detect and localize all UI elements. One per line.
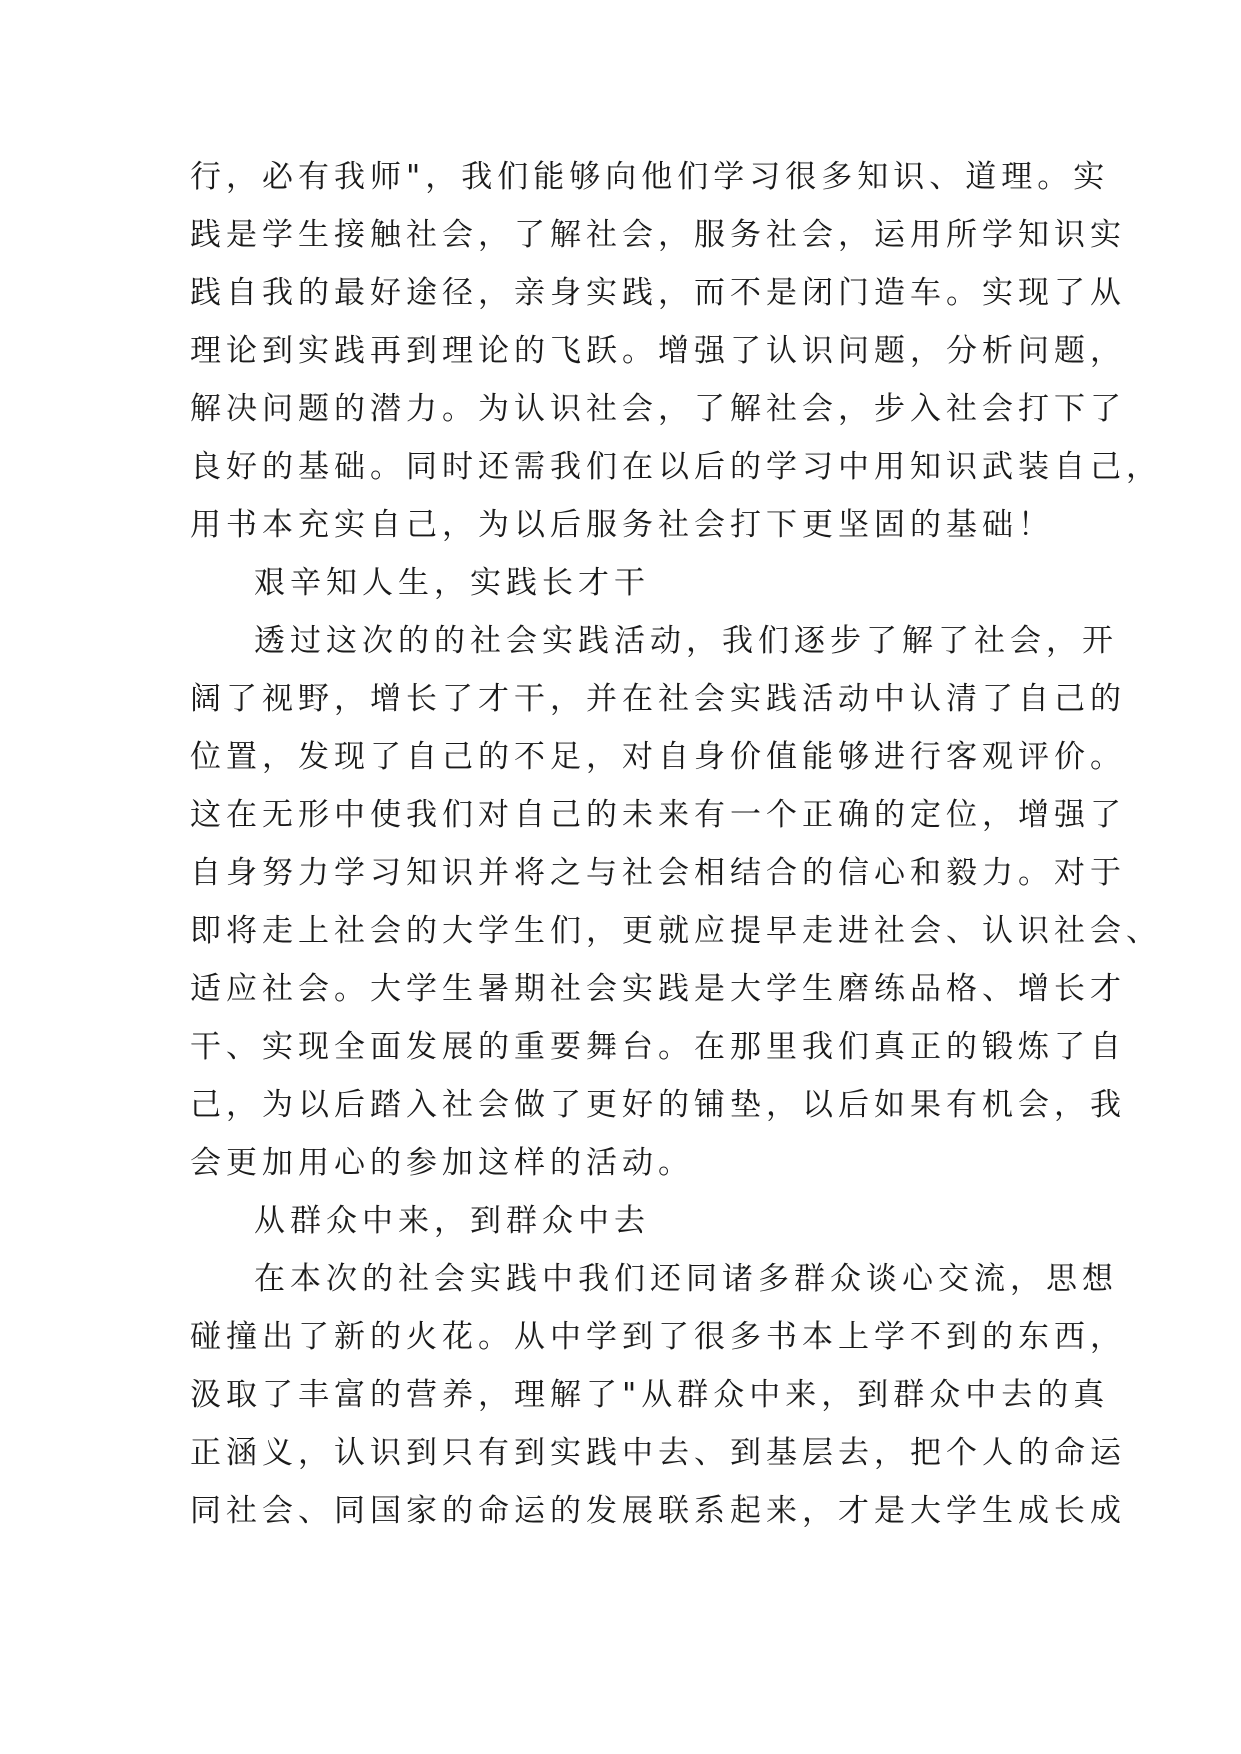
text-line: 即将走上社会的大学生们，更就应提早走进社会、认识社会、 — [190, 913, 1162, 949]
text-line: 用书本充实自己，为以后服务社会打下更坚固的基础！ — [190, 507, 1054, 543]
text-line: 这在无形中使我们对自己的未来有一个正确的定位，增强了 — [190, 797, 1126, 833]
text-line: 同社会、同国家的命运的发展联系起来，才是大学生成长成 — [190, 1493, 1126, 1529]
document-body — [190, 148, 1162, 1540]
text-line: 位置，发现了自己的不足，对自身价值能够进行客观评价。 — [190, 739, 1126, 775]
text-line: 会更加用心的参加这样的活动。 — [190, 1145, 694, 1181]
section-heading-hardship: 艰辛知人生，实践长才干 — [254, 565, 650, 601]
text-line: 解决问题的潜力。为认识社会，了解社会，步入社会打下了 — [190, 391, 1126, 427]
text-line: 行，必有我师"，我们能够向他们学习很多知识、道理。实 — [190, 159, 1110, 195]
text-line: 在本次的社会实践中我们还同诸多群众谈心交流，思想 — [254, 1261, 1118, 1297]
text-line: 汲取了丰富的营养，理解了"从群众中来，到群众中去的真 — [190, 1377, 1110, 1413]
text-line: 自身努力学习知识并将之与社会相结合的信心和毅力。对于 — [190, 855, 1126, 891]
text-line: 己，为以后踏入社会做了更好的铺垫，以后如果有机会，我 — [190, 1087, 1126, 1123]
section-heading-masses: 从群众中来，到群众中去 — [254, 1203, 650, 1239]
text-line: 干、实现全面发展的重要舞台。在那里我们真正的锻炼了自 — [190, 1029, 1126, 1065]
text-line: 碰撞出了新的火花。从中学到了很多书本上学不到的东西， — [190, 1319, 1126, 1355]
text-line: 良好的基础。同时还需我们在以后的学习中用知识武装自己， — [190, 449, 1162, 485]
text-line: 践自我的最好途径，亲身实践，而不是闭门造车。实现了从 — [190, 275, 1126, 311]
text-line: 透过这次的的社会实践活动，我们逐步了解了社会，开 — [254, 623, 1118, 659]
text-line: 理论到实践再到理论的飞跃。增强了认识问题，分析问题， — [190, 333, 1126, 369]
text-line: 适应社会。大学生暑期社会实践是大学生磨练品格、增长才 — [190, 971, 1126, 1007]
text-line: 正涵义，认识到只有到实践中去、到基层去，把个人的命运 — [190, 1435, 1126, 1471]
text-line: 阔了视野，增长了才干，并在社会实践活动中认清了自己的 — [190, 681, 1126, 717]
text-line: 践是学生接触社会，了解社会，服务社会，运用所学知识实 — [190, 217, 1126, 253]
